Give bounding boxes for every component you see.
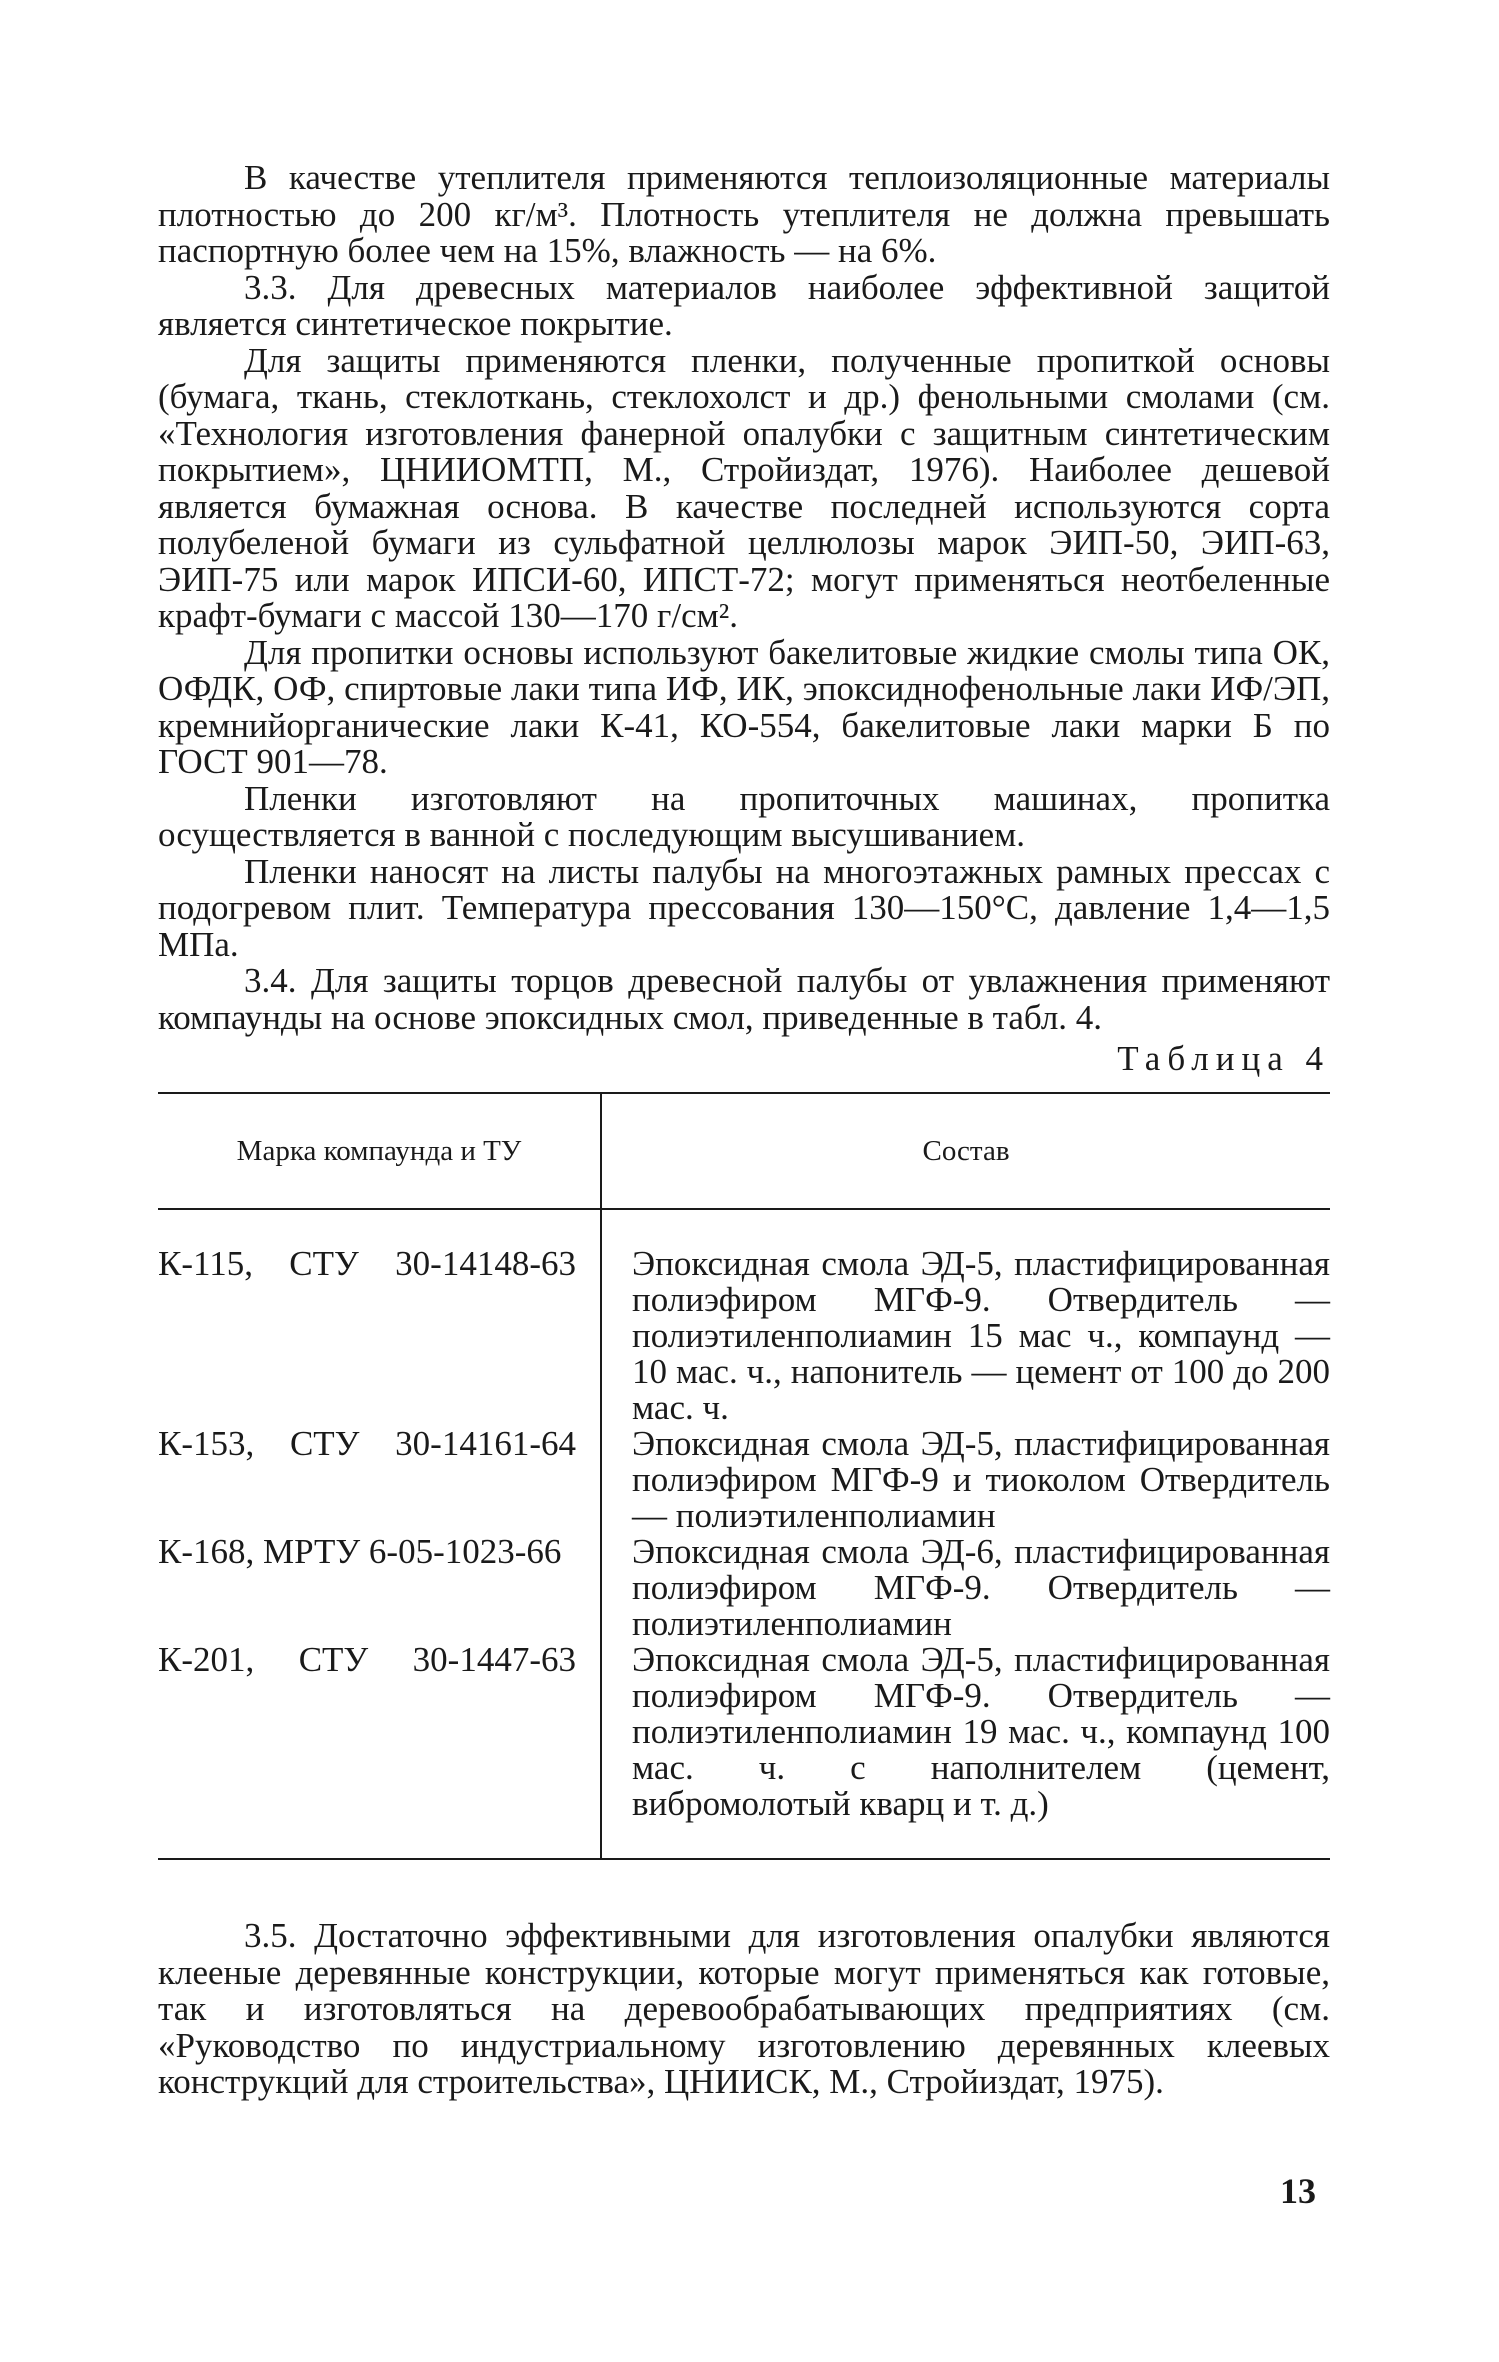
table-caption: Таблица 4 — [1117, 1039, 1330, 1078]
brand-cell: К-153, СТУ 30-14161-64 — [158, 1426, 601, 1534]
paragraph-3-3: 3.3. Для древесных материалов наиболее эффективной защитой является синтетическое покрытие. — [158, 267, 1330, 343]
compounds-table — [158, 1092, 1330, 1860]
brand-cell: К-115, СТУ 30-14148-63 — [158, 1209, 601, 1426]
paragraph-films: Для защиты применяются пленки, полученные пропиткой основы (бумага, ткань, стеклоткань, стеклохолст и др.) фенольными смолами (см. «Технология изготовления фанерной опалубки с защитным синтетическим покрытием», ЦНИИОМТП, М., Стройиздат, 1976). Наиболее дешевой является бумажная основа. В качестве последней используются сорта полубеленой бумаги из сульфатной целлюлозы марок ЭИП-50, ЭИП-63, ЭИП-75 или марок ИПСИ-60, ИПСТ-72; могут применяться неотбеленные крафт-бумаги с массой 130—170 г/см². — [158, 340, 1330, 635]
composition-cell: Эпоксидная смола ЭД-5, пластифицированная полиэфиром МГФ-9. Отвердитель — полиэтиленполиамин 19 мас. ч., компаунд 100 мас. ч. с наполнителем (цемент, вибромолотый кварц и т. д.) — [632, 1640, 1330, 1823]
page-number: 13 — [1280, 2171, 1316, 2211]
composition-cell: Эпоксидная смола ЭД-5, пластифицированная полиэфиром МГФ-9 и тиоколом Отвердитель — полиэтиленполиамин — [632, 1424, 1330, 1535]
paragraph-impregnation: Для пропитки основы используют бакелитовые жидкие смолы типа ОК, ОФДК, ОФ, спиртовые лаки типа ИФ, ИК, эпоксиднофенольные лаки ИФ/ЭП, кремнийорганические лаки К-41, КО-554, бакелитовые лаки марки Б по ГОСТ 901—78. — [158, 632, 1330, 781]
table-row — [158, 1426, 1330, 1534]
brand-cell: К-168, МРТУ 6-05-1023-66 — [158, 1534, 601, 1642]
composition-cell: Эпоксидная смола ЭД-5, пластифицированная полиэфиром МГФ-9. Отвердитель — полиэтиленполиамин 15 мас ч., компаунд — 10 мас. ч., напонитель — цемент от 100 до 200 мас. ч. — [632, 1244, 1330, 1427]
table-row — [158, 1209, 1330, 1426]
paragraph-3-4: 3.4. Для защиты торцов древесной палубы от увлажнения применяют компаунды на основе эпоксидных смол, приведенные в табл. 4. — [158, 961, 1330, 1037]
composition-cell: Эпоксидная смола ЭД-6, пластифицированная полиэфиром МГФ-9. Отвердитель — полиэтиленполиамин — [632, 1532, 1330, 1643]
paragraph-insulation: В качестве утеплителя применяются теплоизоляционные материалы плотностью до 200 кг/м³. Плотность утеплителя не должна превышать паспортную более чем на 15%, влажность — на 6%. — [158, 158, 1330, 270]
document-page — [158, 160, 1330, 2101]
brand-cell: К-201, СТУ 30-1447-63 — [158, 1642, 601, 1859]
table-row — [158, 1642, 1330, 1859]
paragraph-3-5: 3.5. Достаточно эффективными для изготовления опалубки являются клееные деревянные конструкции, которые могут применяться как готовые, так и изготовляться на деревообрабатывающих предприятиях (см. «Руководство по индустриальному изготовлению деревянных клеевых конструкций для строительства», ЦНИИСК, М., Стройиздат, 1975). — [158, 1916, 1330, 2101]
header-brand: Марка компаунда и ТУ — [158, 1093, 601, 1209]
header-composition: Состав — [601, 1093, 1330, 1209]
paragraph-films-production: Пленки изготовляют на пропиточных машинах, пропитка осуществляется в ванной с последующим высушиванием. — [158, 778, 1330, 854]
table-row — [158, 1534, 1330, 1642]
paragraph-pressing: Пленки наносят на листы палубы на многоэтажных рамных прессах с подогревом плит. Температура прессования 130—150°С, давление 1,4—1,5 МПа. — [158, 851, 1330, 964]
table-header-row — [158, 1093, 1330, 1209]
